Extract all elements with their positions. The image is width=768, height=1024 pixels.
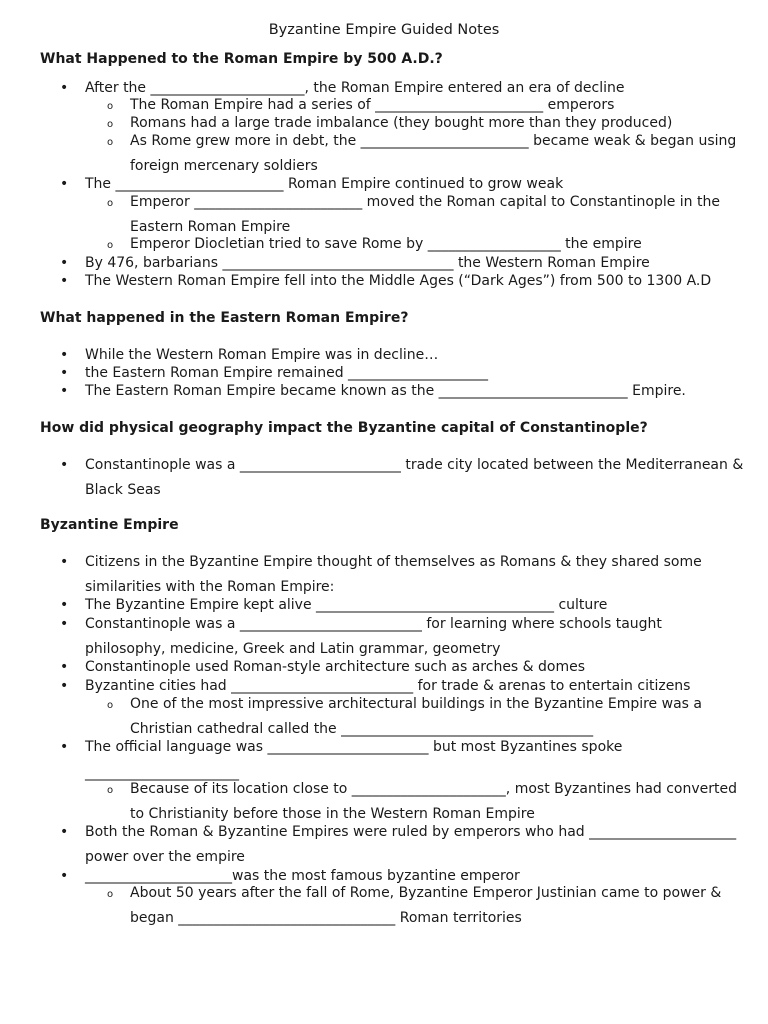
sub-list-item: The Roman Empire had a series of ________________________ emperors <box>130 97 615 113</box>
sub-bullet-icon: o <box>107 700 114 711</box>
sub-bullet-icon: o <box>107 119 114 130</box>
list-item: The Western Roman Empire fell into the Middle Ages (“Dark Ages”) from 500 to 1300 A.D <box>85 273 712 289</box>
bullet-icon: • <box>60 597 69 613</box>
sub-list-item: One of the most impressive architectural buildings in the Byzantine Empire was a <box>130 696 702 712</box>
bullet-icon: • <box>60 824 69 840</box>
page-title: Byzantine Empire Guided Notes <box>268 22 500 38</box>
bullet-icon: • <box>60 80 69 96</box>
list-item: Citizens in the Byzantine Empire thought of themselves as Romans & they shared some <box>85 554 702 570</box>
sub-list-item-continuation: Christian cathedral called the ____________________________________ <box>130 721 594 737</box>
bullet-icon: • <box>60 739 69 755</box>
section-heading: What happened in the Eastern Roman Empire? <box>40 310 409 326</box>
sub-list-item-continuation: Eastern Roman Empire <box>130 219 291 235</box>
bullet-icon: • <box>60 616 69 632</box>
sub-list-item: Romans had a large trade imbalance (they bought more than they produced) <box>130 115 673 131</box>
bullet-icon: • <box>60 383 69 399</box>
bullet-icon: • <box>60 255 69 271</box>
section-heading: Byzantine Empire <box>40 517 179 533</box>
list-item: the Eastern Roman Empire remained ____________________ <box>85 365 489 381</box>
bullet-icon: • <box>60 273 69 289</box>
list-item: Constantinople was a _______________________ trade city located between the Mediterranean & <box>85 457 744 473</box>
sub-list-item: Emperor Diocletian tried to save Rome by ___________________ the empire <box>130 236 642 252</box>
sub-list-item: Emperor ________________________ moved the Roman capital to Constantinople in the <box>130 194 720 210</box>
sub-bullet-icon: o <box>107 785 114 796</box>
list-item: Both the Roman & Byzantine Empires were ruled by emperors who had _____________________ <box>85 824 737 840</box>
list-item: While the Western Roman Empire was in decline… <box>85 347 439 363</box>
list-item-continuation: power over the empire <box>85 849 245 865</box>
sub-bullet-icon: o <box>107 101 114 112</box>
bullet-icon: • <box>60 659 69 675</box>
sub-bullet-icon: o <box>107 240 114 251</box>
list-item: The Byzantine Empire kept alive __________________________________ culture <box>85 597 608 613</box>
sub-list-item: About 50 years after the fall of Rome, Byzantine Emperor Justinian came to power & <box>130 885 722 901</box>
sub-list-item-continuation: to Christianity before those in the Western Roman Empire <box>130 806 535 822</box>
list-item-continuation: Black Seas <box>85 482 161 498</box>
bullet-icon: • <box>60 365 69 381</box>
bullet-icon: • <box>60 457 69 473</box>
list-item: _____________________was the most famous byzantine emperor <box>85 868 520 884</box>
list-item: Byzantine cities had __________________________ for trade & arenas to entertain citizens <box>85 678 691 694</box>
section-heading: How did physical geography impact the Byzantine capital of Constantinople? <box>40 420 648 436</box>
section-heading: What Happened to the Roman Empire by 500 A.D.? <box>40 51 443 67</box>
list-item-continuation: philosophy, medicine, Greek and Latin grammar, geometry <box>85 641 501 657</box>
list-item: The official language was _______________________ but most Byzantines spoke <box>85 739 623 755</box>
list-item-continuation: ______________________ <box>85 765 239 781</box>
bullet-icon: • <box>60 554 69 570</box>
bullet-icon: • <box>60 347 69 363</box>
bullet-icon: • <box>60 678 69 694</box>
list-item: Constantinople used Roman-style architecture such as arches & domes <box>85 659 586 675</box>
sub-bullet-icon: o <box>107 198 114 209</box>
sub-bullet-icon: o <box>107 137 114 148</box>
list-item: The Eastern Roman Empire became known as the ___________________________ Empire. <box>85 383 686 399</box>
list-item-continuation: similarities with the Roman Empire: <box>85 579 335 595</box>
sub-list-item-continuation: began _______________________________ Roman territories <box>130 910 522 926</box>
list-item: After the ______________________, the Roman Empire entered an era of decline <box>85 80 625 96</box>
sub-bullet-icon: o <box>107 889 114 900</box>
bullet-icon: • <box>60 868 69 884</box>
list-item: The ________________________ Roman Empire continued to grow weak <box>85 176 564 192</box>
sub-list-item: As Rome grew more in debt, the ________________________ became weak & began using <box>130 133 737 149</box>
sub-list-item-continuation: foreign mercenary soldiers <box>130 158 318 174</box>
sub-list-item: Because of its location close to ______________________, most Byzantines had converted <box>130 781 738 797</box>
list-item: Constantinople was a __________________________ for learning where schools taught <box>85 616 662 632</box>
bullet-icon: • <box>60 176 69 192</box>
list-item: By 476, barbarians _________________________________ the Western Roman Empire <box>85 255 650 271</box>
